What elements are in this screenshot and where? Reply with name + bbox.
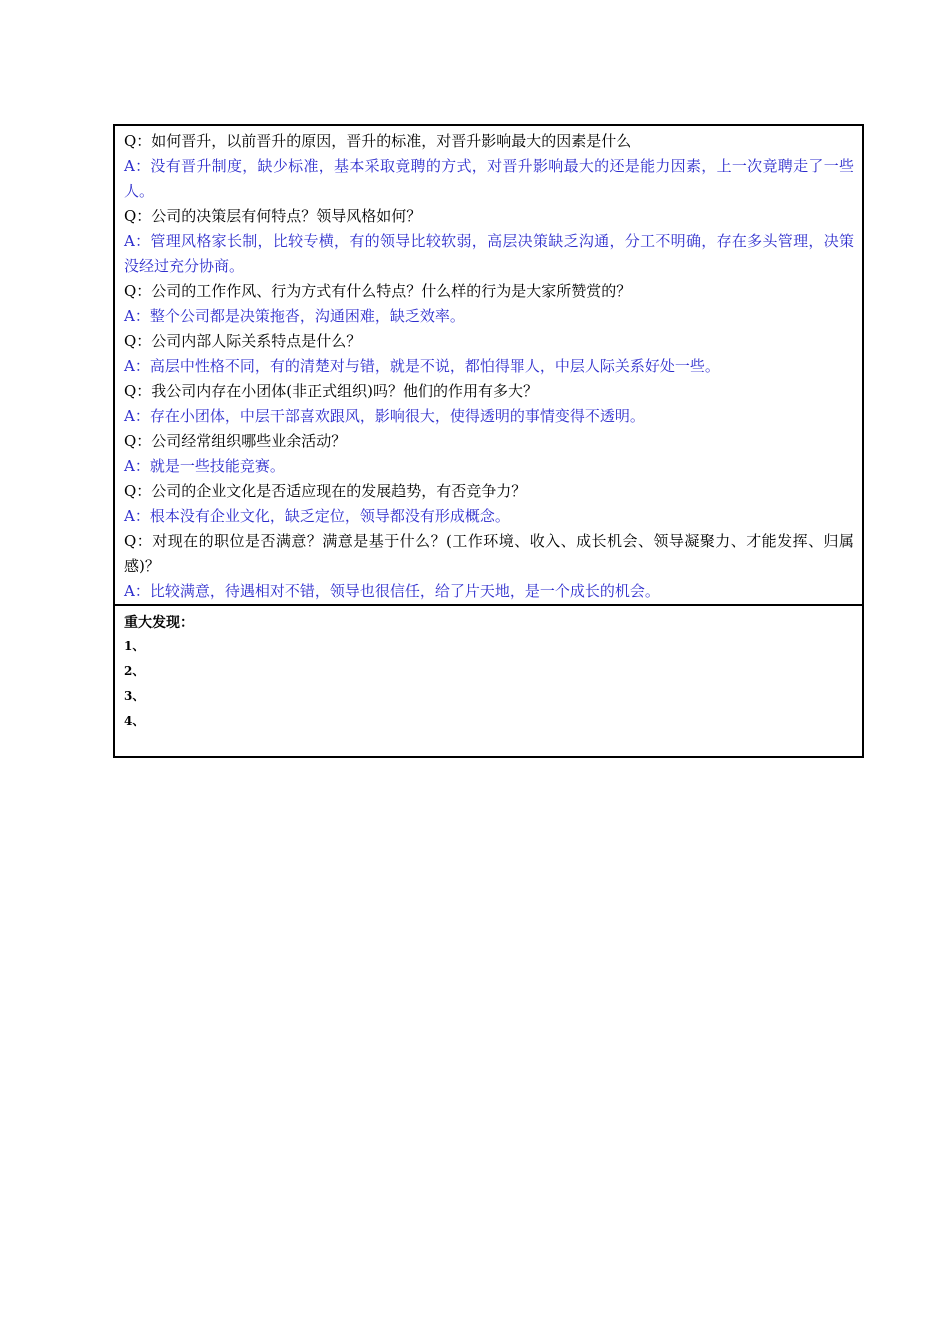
question-4: Q：公司内部人际关系特点是什么？	[124, 332, 362, 350]
major-findings-section	[115, 606, 862, 756]
question-1: Q：如何晋升，以前晋升的原因，晋升的标准，对晋升影响最大的因素是什么	[124, 132, 632, 150]
interview-record-table	[113, 124, 864, 758]
answer-6: A：就是一些技能竞赛。	[124, 457, 285, 475]
question-5: Q：我公司内存在小团体(非正式组织)吗？他们的作用有多大？	[124, 382, 539, 400]
answer-2: A：管理风格家长制，比较专横，有的领导比较软弱，高层决策缺乏沟通，分工不明确，存在多头管理，决策没经过充分协商。	[124, 232, 854, 275]
answer-7: A：根本没有企业文化，缺乏定位，领导都没有形成概念。	[124, 507, 510, 525]
question-8: Q：对现在的职位是否满意？满意是基于什么？(工作环境、收入、成长机会、领导凝聚力、才能发挥、归属感)？	[124, 532, 854, 575]
finding-item-1: 1、	[124, 639, 145, 653]
question-2: Q：公司的决策层有何特点？领导风格如何？	[124, 207, 422, 225]
answer-8: A：比较满意，待遇相对不错，领导也很信任，给了片天地，是一个成长的机会。	[124, 582, 660, 600]
question-6: Q：公司经常组织哪些业余活动？	[124, 432, 347, 450]
finding-item-4: 4、	[124, 714, 145, 728]
findings-title: 重大发现：	[124, 615, 194, 631]
question-3: Q：公司的工作作风、行为方式有什么特点？什么样的行为是大家所赞赏的？	[124, 282, 632, 300]
answer-3: A：整个公司都是决策拖沓，沟通困难，缺乏效率。	[124, 307, 465, 325]
finding-item-3: 3、	[124, 689, 145, 703]
answer-5: A：存在小团体，中层干部喜欢跟风，影响很大，使得透明的事情变得不透明。	[124, 407, 645, 425]
finding-item-2: 2、	[124, 664, 145, 678]
answer-4: A：高层中性格不同，有的清楚对与错，就是不说，都怕得罪人，中层人际关系好处一些。	[124, 357, 720, 375]
qa-section	[115, 126, 862, 606]
question-7: Q：公司的企业文化是否适应现在的发展趋势，有否竞争力？	[124, 482, 527, 500]
answer-1: A：没有晋升制度，缺少标准，基本采取竟聘的方式，对晋升影响最大的还是能力因素，上一次竟聘走了一些人。	[124, 157, 854, 200]
